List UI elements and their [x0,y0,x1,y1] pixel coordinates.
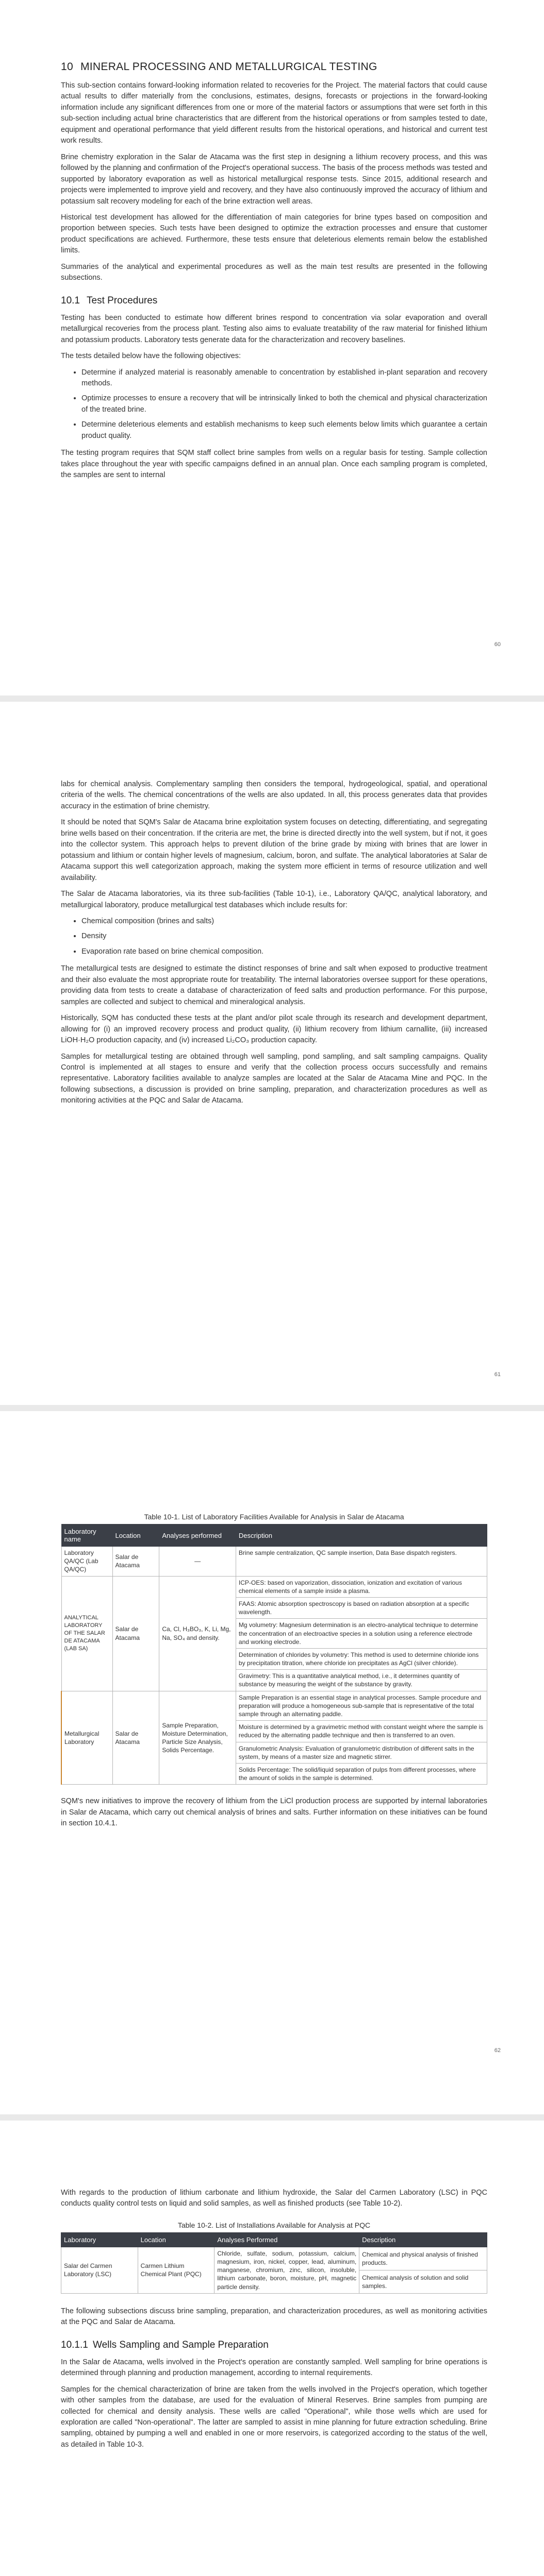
list-item: • Density [81,931,487,942]
paragraph: The Salar de Atacama laboratories, via its three sub-facilities (Table 10-1), i.e., Laboratory QA/QC, analytical laboratory, and metallurgical laboratory, produce metallurgical test databases which include results for: [61,890,487,909]
table-caption: Table 10-1. List of Laboratory Facilities Available for Analysis in Salar de Atacama [144,1513,404,1521]
paragraph: In the Salar de Atacama, wells involved in the Project's operation are constantly sampled. Well sampling for brine operations is determined through planning and production management, according to internal requirements. [61,2358,487,2378]
table-cell: ANALYTICAL LABORATORY OF THE SALAR DE ATACAMA (LAB SA) [61,1576,112,1691]
paragraph: Summaries of the analytical and experimental procedures as well as the main test results are presented in the following subsections. [61,262,487,282]
subsection-title: 10.1.1 Wells Sampling and Sample Preparation [61,2339,269,2350]
table-cell: Salar de Atacama [112,1547,159,1577]
page-number: 62 [494,2047,501,2054]
table-cell: Brine sample centralization, QC sample insertion, Data Base dispatch registers. [236,1547,487,1577]
page-number: 61 [494,1371,501,1378]
table-cell: Metallurgical Laboratory [61,1691,112,1785]
paragraph: Samples for metallurgical testing are obtained through well sampling, pond sampling, and salt sampling campaigns. Quality Control is implemented at all stages to ensure and verify that the collection process occurs successfully and remains representative. Laboratory facilities available to analyze samples are located at the Salar de Atacama Mine and PQC. In the following subsections, a discussion is provided on brine sampling, preparation, and characterization procedures as well as monitoring activities at the PQC and Salar de Atacama. [61,1052,487,1105]
list-item: • Determine if analyzed material is reasonably amenable to concentration by established in-plant separation and recovery methods. [81,367,487,389]
table-cell: Salar del Carmen Laboratory (LSC) [61,2247,138,2293]
column-header: Laboratory name [61,1524,112,1547]
column-header: Laboratory [61,2232,138,2247]
list-item: • Chemical composition (brines and salts) [81,916,487,927]
subsection-title: 10.1 Test Procedures [61,295,158,306]
paragraph: Brine chemistry exploration in the Salar de Atacama was the first step in designing a lithium recovery process, and this was followed by the planning and confirmation of the Project's operational success. The basis of the process methods was tested and supported by laboratory evaporation as well as historical metallurgical response tests. Since 2015, additional research and projects were implemented to improve yield and recovery, and they have also continuously improved the accuracy of lithium and potassium salt recovery modeling for each of the brine extraction well areas. [61,152,487,206]
paragraph: The following subsections discuss brine sampling, preparation, and characterization procedures, as well as monitoring activities at the PQC and Salar de Atacama. [61,2307,487,2327]
installations-table [61,2232,487,2294]
column-header: Description [236,1524,487,1547]
table-row [61,1547,487,1577]
table-cell: Moisture is determined by a gravimetric method with constant weight where the sample is reduced by the alternating paddle technique and then is transferred to an oven. [236,1721,487,1742]
table-cell: Laboratory QA/QC (Lab QA/QC) [61,1547,112,1577]
table-cell: Sample Preparation, Moisture Determination, Particle Size Analysis, Solids Percentage. [159,1691,236,1785]
paragraph: It should be noted that SQM's Salar de Atacama brine exploitation system focuses on detecting, differentiating, and segregating brine wells based on their concentration. If the criteria are met, the brine is directed directly into the well system, but if not, it goes into the collector system. This approach helps to prevent dilution of the brine grade by mixing with brines that are lower in potassium and lithium or contain higher levels of magnesium, calcium, boron, and sulfate. The analytical laboratories at Salar de Atacama support this well categorization approach, making the system more efficient in terms of resource utilization and well availability. [61,818,487,882]
column-header: Location [138,2232,215,2247]
table-row [61,2247,487,2270]
paragraph: SQM's new initiatives to improve the recovery of lithium from the LiCl production process are supported by internal laboratories in Salar de Atacama, which carry out chemical analysis of brines and salts. Further information on these initiatives can be found in section 10.4.1. [61,1797,487,1828]
column-header: Location [112,1524,159,1547]
table-cell: Mg volumetry: Magnesium determination is an electro-analytical technique to determine the concentration of an electroactive species in a solution using a reference electrode and working electrode. [236,1619,487,1649]
paragraph: With regards to the production of lithium carbonate and lithium hydroxide, the Salar del Carmen Laboratory (LSC) in PQC conducts quality control tests on liquid and solid samples, as well as finished products (see Table 10-2). [61,2189,487,2208]
table-row [61,1576,487,1597]
paragraph: Historically, SQM has conducted these tests at the plant and/or pilot scale through its research and development department, allowing for (i) an improved recovery process and product quality, (ii) lithium recovery from lithium carnallite, (iii) increased LiOH·H₂O production capacity, and (iv) increased Li₂CO₃ production capacity. [61,1014,487,1045]
table-cell: Chemical analysis of solution and solid samples. [359,2270,487,2293]
laboratory-table [61,1524,487,1785]
table-cell: — [159,1547,236,1577]
paragraph: labs for chemical analysis. Complementary sampling then considers the temporal, hydrogeological, spatial, and operational criteria of the wells. The chemical concentrations of the wells are also updated. In all, this process generates data that provides accuracy in the estimation of brine chemistry. [61,780,487,810]
table-cell: Salar de Atacama [112,1576,159,1691]
page-4 [0,2121,544,2576]
list-item: • Determine deleterious elements and establish mechanisms to keep such elements below limits which guarantee a certain product quality. [81,419,487,442]
page-2 [0,702,544,1405]
table-cell: ICP-OES: based on vaporization, dissociation, ionization and excitation of various chemical elements of a sample inside a plasma. [236,1576,487,1597]
paragraph: Historical test development has allowed for the differentiation of main categories for brine types based on composition and proportion between species. Such tests have been designed to optimize the extraction processes and ensure that customer product specifications are achieved. Furthermore, these tests ensure that deleterious elements remain below the established limits. [61,213,487,255]
page-3 [0,1411,544,2114]
table-row [61,1691,487,1721]
paragraph: The tests detailed below have the following objectives: [61,352,241,361]
list-item: • Evaporation rate based on brine chemical composition. [81,946,487,957]
table-header-row [61,2232,487,2247]
list-item: • Optimize processes to ensure a recovery that will be intrinsically linked to both the chemical and physical characterization of the treated brine. [81,393,487,415]
table-cell: Chloride, sulfate, sodium, potassium, calcium, magnesium, iron, nickel, copper, lead, aluminum, manganese, chromium, zinc, silicon, insoluble, lithium carbonate, boron, moisture, pH, magnetic particle density. [215,2247,359,2293]
table-cell: Sample Preparation is an essential stage in analytical processes. Sample procedure and preparation will produce a homogeneous sub-sample that is representative of the total sample through an alternating paddle. [236,1691,487,1721]
table-cell: Chemical and physical analysis of finished products. [359,2247,487,2270]
table-cell: Determination of chlorides by volumetry: This method is used to determine chloride ions by precipitation titration, where chloride ion precipitates as AgCl (silver chloride). [236,1648,487,1669]
objectives-list [61,367,487,442]
table-cell: Solids Percentage: The solid/liquid separation of pulps from different processes, where the amount of solids in the sample is determined. [236,1763,487,1784]
table-cell: Ca, Cl, H₃BO₃, K, Li, Mg, Na, SO₄ and density. [159,1576,236,1691]
table-cell: Gravimetry: This is a quantitative analytical method, i.e., it determines quantity of substance by measuring the weight of the substance by gravity. [236,1670,487,1691]
paragraph: Samples for the chemical characterization of brine are taken from the wells involved in the Project's operation, which together with other samples from the database, are used for the evaluation of Mineral Reserves. Brine samples from pumping are collected for chemical and density analysis. These wells are called "Operational", while those wells which are used for exploration are called "Non-operational". The latter are sampled to assist in mine planning for future extraction scheduling. Brine sampling, obtained by pumping a well and enabled in one or more reservoirs, is categorized according to the status of the well, as detailed in Table 10-3. [61,2385,487,2449]
table-caption: Table 10-2. List of Installations Available for Analysis at PQC [177,2221,371,2229]
table-cell: Granulometric Analysis: Evaluation of granulometric distribution of different salts in the system, by means of a master size and magnetic stirrer. [236,1742,487,1763]
column-header: Analyses performed [159,1524,236,1547]
table-header-row [61,1524,487,1547]
page-1 [0,0,544,696]
paragraph: The testing program requires that SQM staff collect brine samples from wells on a regular basis for testing. Sample collection takes place throughout the year with specific campaigns defined in an annual plan. Once each sampling program is completed, the samples are sent to internal [61,449,487,480]
column-header: Description [359,2232,487,2247]
results-list [61,916,487,957]
section-title: 10 MINERAL PROCESSING AND METALLURGICAL TESTING [61,61,377,73]
table-cell: Carmen Lithium Chemical Plant (PQC) [138,2247,215,2293]
table-cell: FAAS: Atomic absorption spectroscopy is based on radiation absorption at a specific wavelength. [236,1597,487,1618]
paragraph: Testing has been conducted to estimate how different brines respond to concentration via solar evaporation and overall metallurgical recoveries from the process plant. Testing also aims to evaluate treatability of the raw material for finished lithium and potassium products. Laboratory tests generate data for the characterization and recovery baselines. [61,313,487,344]
paragraph: The metallurgical tests are designed to estimate the distinct responses of brine and salt when exposed to productive treatment and their also evaluate the most appropriate route for treatability. The internal laboratories oversee support for these operations, providing data from tests to create a database of characterization of feed salts and production performance. For this purpose, samples are collected and subject to chemical and mineralogical analysis. [61,964,487,1006]
paragraph: This sub-section contains forward-looking information related to recoveries for the Project. The material factors that could cause actual results to differ materially from the conclusions, estimates, designs, forecasts or projections in the forward-looking information include any significant differences from one or more of the material factors or assumptions that were set forth in this sub-section including actual brine characteristics that are different from the historical operations or from samples tested to date, equipment and operational performance that yield different results from the historical operations, and historical and current test work results. [61,81,487,145]
column-header: Analyses Performed [215,2232,359,2247]
table-cell: Salar de Atacama [112,1691,159,1785]
page-number: 60 [494,641,501,648]
